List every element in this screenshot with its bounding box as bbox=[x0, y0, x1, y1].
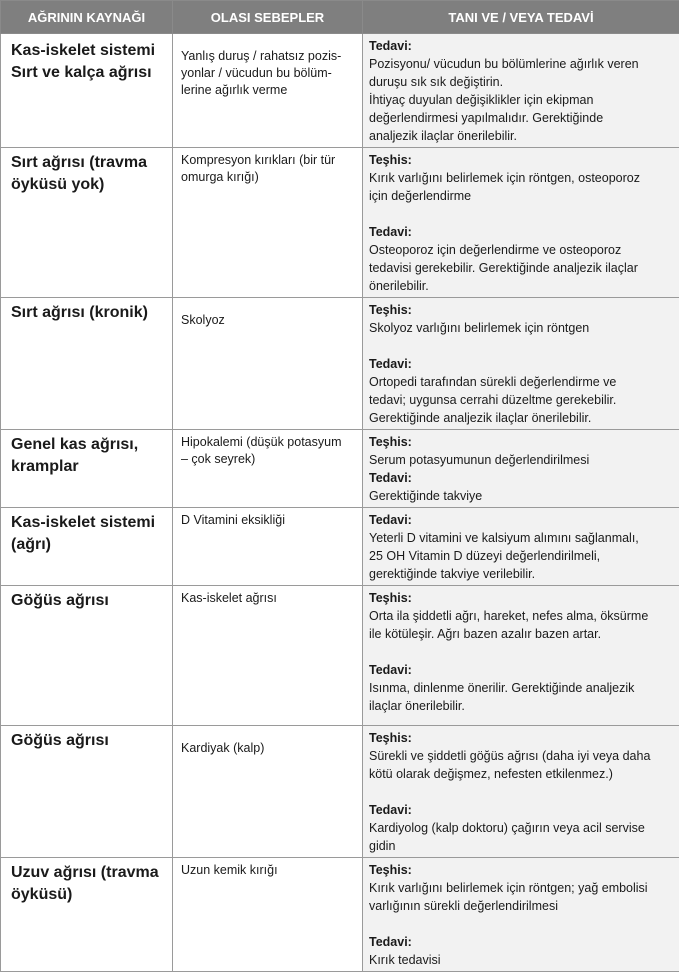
diagnosis-label: Teşhis: bbox=[369, 433, 673, 451]
treatment-text: Kardiyolog (kalp doktoru) çağırın veya acil servise gidin bbox=[369, 819, 673, 855]
diagnosis-text: Kırık varlığını belirlemek için röntgen, osteoporoz için değerlendirme bbox=[369, 169, 673, 205]
treatment-label: Tedavi: bbox=[369, 355, 673, 373]
diagnosis-text: Serum potasyumunun değerlendirilmesi bbox=[369, 451, 673, 469]
table-row bbox=[1, 34, 679, 148]
diagnosis-treatment bbox=[363, 508, 679, 586]
treatment-label: Tedavi: bbox=[369, 37, 673, 55]
table-row bbox=[1, 508, 679, 586]
treatment-text: Gerektiğinde takviye bbox=[369, 487, 673, 505]
treatment-label: Tedavi: bbox=[369, 801, 673, 819]
table-row bbox=[1, 586, 679, 726]
treatment-label: Tedavi: bbox=[369, 511, 673, 529]
diagnosis-treatment bbox=[363, 586, 679, 726]
possible-causes: Hipokalemi (düşük potasyum – çok seyrek) bbox=[173, 430, 363, 508]
diagnosis-treatment bbox=[363, 34, 679, 148]
header-diagnosis-treatment: TANI VE / VEYA TEDAVİ bbox=[363, 1, 679, 34]
treatment-text: Ortopedi tarafından sürekli değerlendirme ve tedavi; uygunsa cerrahi düzeltme gerekebilir. Gerektiğinde analjezik ilaçlar önerilebilir. bbox=[369, 373, 673, 427]
table-row bbox=[1, 430, 679, 508]
diagnosis-label: Teşhis: bbox=[369, 729, 673, 747]
pain-source: Uzuv ağrısı (travma öyküsü) bbox=[1, 858, 173, 972]
table-row bbox=[1, 148, 679, 298]
pain-source: Sırt ağrısı (kronik) bbox=[1, 298, 173, 430]
treatment-text: Isınma, dinlenme önerilir. Gerektiğinde analjezik ilaçlar önerilebilir. bbox=[369, 679, 673, 715]
possible-causes: Skolyoz bbox=[173, 298, 363, 430]
pain-source: Sırt ağrısı (travma öyküsü yok) bbox=[1, 148, 173, 298]
diagnosis-text: Skolyoz varlığını belirlemek için röntgen bbox=[369, 319, 673, 337]
diagnosis-treatment bbox=[363, 858, 679, 972]
diagnosis-label: Teşhis: bbox=[369, 861, 673, 879]
treatment-text: Yeterli D vitamini ve kalsiyum alımını sağlanmalı, 25 OH Vitamin D düzeyi değerlendirilmeli, gerektiğinde takviye verilebilir. bbox=[369, 529, 673, 583]
diagnosis-treatment bbox=[363, 148, 679, 298]
possible-causes: Uzun kemik kırığı bbox=[173, 858, 363, 972]
header-causes: OLASI SEBEPLER bbox=[173, 1, 363, 34]
possible-causes: D Vitamini eksikliği bbox=[173, 508, 363, 586]
diagnosis-text: Kırık varlığını belirlemek için röntgen; yağ embolisi varlığının sürekli değerlendirilmesi bbox=[369, 879, 673, 915]
pain-source: Kas-iskelet sistemi Sırt ve kalça ağrısı bbox=[1, 34, 173, 148]
diagnosis-text: Orta ila şiddetli ağrı, hareket, nefes alma, öksürme ile kötüleşir. Ağrı bazen azalır bazen artar. bbox=[369, 607, 673, 643]
pain-source: Genel kas ağrısı, kramplar bbox=[1, 430, 173, 508]
possible-causes: Yanlış duruş / rahatsız pozis- yonlar / vücudun bu bölüm- lerine ağırlık verme bbox=[173, 34, 363, 148]
treatment-label: Tedavi: bbox=[369, 933, 673, 951]
diagnosis-label: Teşhis: bbox=[369, 589, 673, 607]
diagnosis-treatment bbox=[363, 298, 679, 430]
treatment-text: Osteoporoz için değerlendirme ve osteoporoz tedavisi gerekebilir. Gerektiğinde analjezik ilaçlar önerilebilir. bbox=[369, 241, 673, 295]
pain-source: Göğüs ağrısı bbox=[1, 586, 173, 726]
treatment-label: Tedavi: bbox=[369, 223, 673, 241]
treatment-text: Kırık tedavisi bbox=[369, 951, 673, 969]
header-source: AĞRININ KAYNAĞI bbox=[1, 1, 173, 34]
table-row bbox=[1, 726, 679, 858]
pain-source: Göğüs ağrısı bbox=[1, 726, 173, 858]
possible-causes: Kardiyak (kalp) bbox=[173, 726, 363, 858]
diagnosis-text: Sürekli ve şiddetli göğüs ağrısı (daha iyi veya daha kötü olarak değişmez, nefesten etkilenmez.) bbox=[369, 747, 673, 783]
possible-causes: Kompresyon kırıkları (bir tür omurga kırığı) bbox=[173, 148, 363, 298]
diagnosis-label: Teşhis: bbox=[369, 301, 673, 319]
diagnosis-label: Teşhis: bbox=[369, 151, 673, 169]
treatment-text: Pozisyonu/ vücudun bu bölümlerine ağırlık veren duruşu sık sık değiştirin. İhtiyaç duyulan değişiklikler için ekipman değerlendirmesi yapılmalıdır. Gerektiğinde analjezik ilaçlar önerilebilir. bbox=[369, 55, 673, 145]
treatment-label: Tedavi: bbox=[369, 661, 673, 679]
header-row bbox=[1, 1, 679, 34]
possible-causes: Kas-iskelet ağrısı bbox=[173, 586, 363, 726]
pain-source: Kas-iskelet sistemi (ağrı) bbox=[1, 508, 173, 586]
diagnosis-treatment bbox=[363, 430, 679, 508]
table-row bbox=[1, 858, 679, 972]
table-row bbox=[1, 298, 679, 430]
diagnosis-treatment bbox=[363, 726, 679, 858]
treatment-label: Tedavi: bbox=[369, 469, 673, 487]
